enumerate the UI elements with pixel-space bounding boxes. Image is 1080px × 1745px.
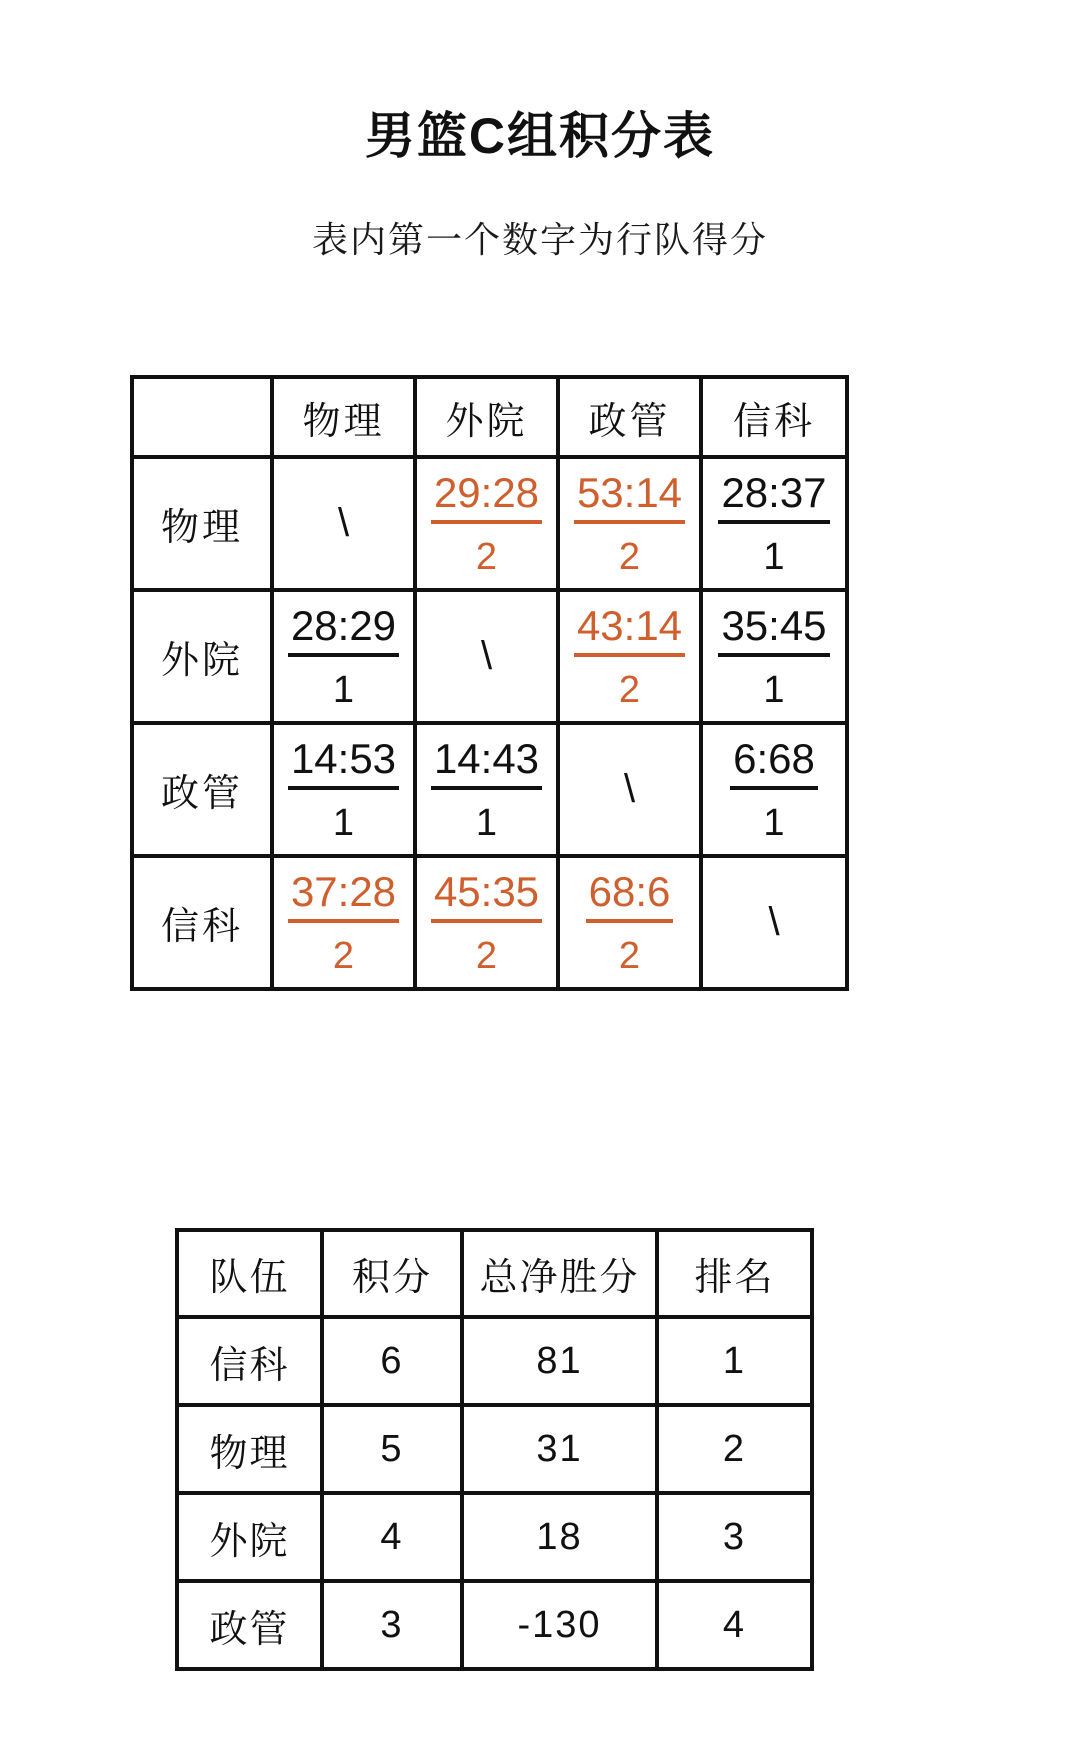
matrix-column-header: 物理 bbox=[272, 377, 415, 457]
diagonal-slash: \ bbox=[480, 634, 493, 678]
match-cell bbox=[272, 590, 415, 723]
match-cell bbox=[415, 723, 558, 856]
match-cell bbox=[701, 723, 847, 856]
match-cell-self bbox=[272, 457, 415, 590]
match-cell-self bbox=[415, 590, 558, 723]
matrix-column-header: 信科 bbox=[701, 377, 847, 457]
standings-team: 物理 bbox=[177, 1405, 322, 1493]
matrix-row bbox=[132, 590, 847, 723]
matrix-row-header: 政管 bbox=[132, 723, 272, 856]
match-points: 2 bbox=[618, 535, 641, 578]
standings-team: 信科 bbox=[177, 1317, 322, 1405]
matrix-row-header: 外院 bbox=[132, 590, 272, 723]
standings-net: 31 bbox=[462, 1405, 657, 1493]
match-points: 1 bbox=[332, 668, 355, 711]
standings-rank: 3 bbox=[657, 1493, 812, 1581]
diagonal-slash: \ bbox=[623, 767, 636, 811]
standings-rank: 4 bbox=[657, 1581, 812, 1669]
match-points: 2 bbox=[475, 934, 498, 977]
matrix-column-header: 政管 bbox=[558, 377, 701, 457]
standings-row bbox=[177, 1405, 812, 1493]
match-points: 1 bbox=[763, 801, 785, 844]
matrix-row bbox=[132, 856, 847, 989]
standings-row bbox=[177, 1581, 812, 1669]
standings-rank: 2 bbox=[657, 1405, 812, 1493]
match-score: 29:28 bbox=[431, 472, 542, 524]
match-points: 2 bbox=[332, 934, 355, 977]
matrix-row-header: 物理 bbox=[132, 457, 272, 590]
standings-points: 4 bbox=[322, 1493, 462, 1581]
standings-row bbox=[177, 1317, 812, 1405]
match-points: 2 bbox=[475, 535, 498, 578]
match-score: 28:29 bbox=[288, 605, 399, 657]
standings-points: 3 bbox=[322, 1581, 462, 1669]
standings-column-header-rank: 排名 bbox=[657, 1230, 812, 1317]
standings-header-row bbox=[177, 1230, 812, 1317]
match-points: 1 bbox=[332, 801, 355, 844]
page-subtitle: 表内第一个数字为行队得分 bbox=[311, 219, 768, 260]
match-points: 1 bbox=[763, 535, 785, 578]
standings-rank: 1 bbox=[657, 1317, 812, 1405]
matrix-header-row bbox=[132, 377, 847, 457]
results-matrix-table bbox=[130, 375, 849, 991]
page-title: 男篮C组积分表 bbox=[364, 108, 716, 164]
standings-net: 81 bbox=[462, 1317, 657, 1405]
match-score: 37:28 bbox=[288, 871, 399, 923]
match-score: 14:43 bbox=[431, 738, 542, 790]
match-score: 45:35 bbox=[431, 871, 542, 923]
match-points: 1 bbox=[475, 801, 498, 844]
match-cell-self bbox=[558, 723, 701, 856]
standings-points: 5 bbox=[322, 1405, 462, 1493]
matrix-column-header: 外院 bbox=[415, 377, 558, 457]
standings-table bbox=[175, 1228, 814, 1671]
match-cell bbox=[701, 590, 847, 723]
standings-team: 外院 bbox=[177, 1493, 322, 1581]
match-points: 2 bbox=[618, 668, 641, 711]
match-cell bbox=[558, 590, 701, 723]
match-score: 68:6 bbox=[586, 871, 674, 923]
match-cell bbox=[415, 457, 558, 590]
match-score: 6:68 bbox=[730, 738, 818, 790]
match-score: 43:14 bbox=[574, 605, 685, 657]
match-cell bbox=[272, 856, 415, 989]
standings-net: -130 bbox=[462, 1581, 657, 1669]
match-cell bbox=[415, 856, 558, 989]
diagonal-slash: \ bbox=[337, 501, 350, 545]
standings-column-header-points: 积分 bbox=[322, 1230, 462, 1317]
matrix-row-header: 信科 bbox=[132, 856, 272, 989]
matrix-row bbox=[132, 457, 847, 590]
standings-points: 6 bbox=[322, 1317, 462, 1405]
diagonal-slash: \ bbox=[768, 900, 780, 944]
standings-column-header-team: 队伍 bbox=[177, 1230, 322, 1317]
matrix-row bbox=[132, 723, 847, 856]
match-cell bbox=[558, 856, 701, 989]
match-cell bbox=[272, 723, 415, 856]
match-cell bbox=[701, 457, 847, 590]
standings-team: 政管 bbox=[177, 1581, 322, 1669]
match-score: 35:45 bbox=[718, 605, 829, 657]
standings-net: 18 bbox=[462, 1493, 657, 1581]
match-cell-self bbox=[701, 856, 847, 989]
standings-column-header-net: 总净胜分 bbox=[462, 1230, 657, 1317]
match-score: 28:37 bbox=[718, 472, 829, 524]
match-points: 1 bbox=[763, 668, 785, 711]
match-score: 14:53 bbox=[288, 738, 399, 790]
matrix-corner-cell bbox=[132, 377, 272, 457]
standings-row bbox=[177, 1493, 812, 1581]
match-points: 2 bbox=[618, 934, 641, 977]
match-score: 53:14 bbox=[574, 472, 685, 524]
match-cell bbox=[558, 457, 701, 590]
